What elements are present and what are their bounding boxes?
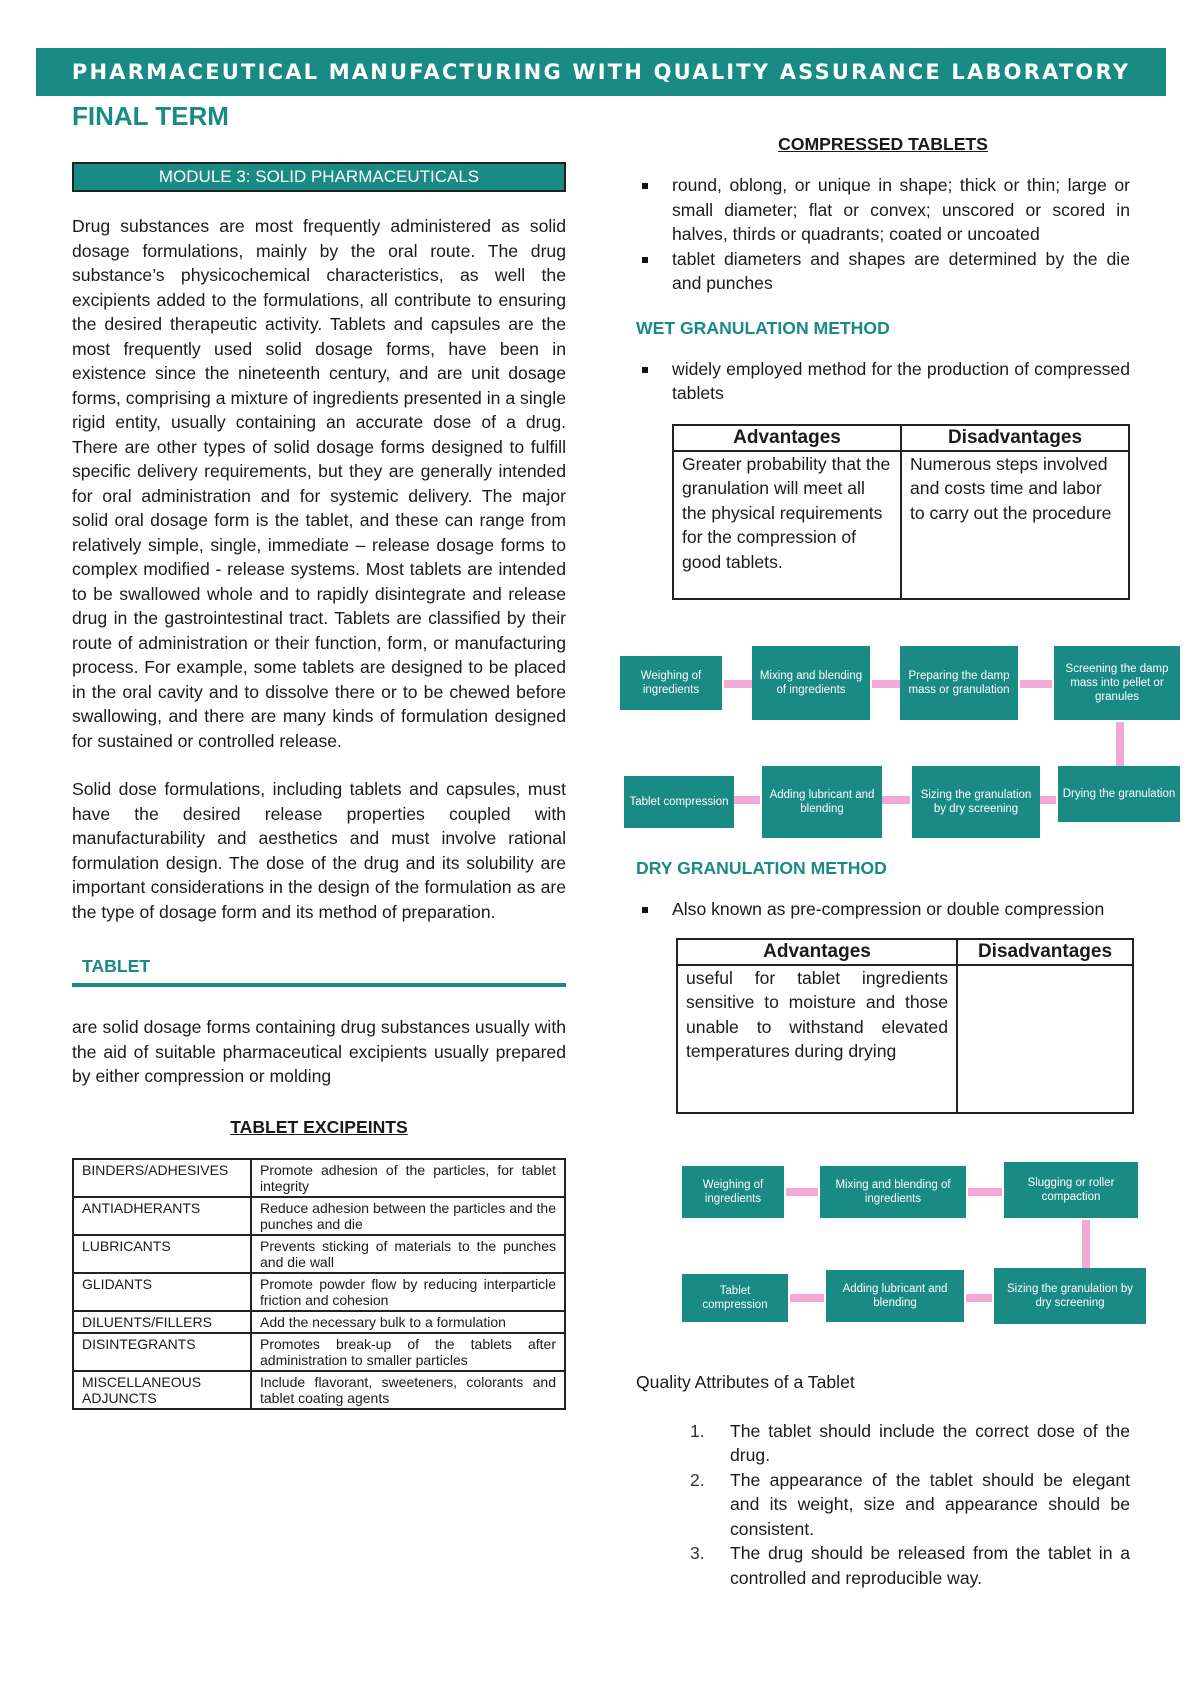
list-number: 3. — [690, 1543, 705, 1563]
table-row — [73, 1333, 565, 1371]
course-banner: PHARMACEUTICAL MANUFACTURING WITH QUALITY ASSURANCE LABORATORY — [36, 48, 1166, 96]
list-item — [636, 173, 1130, 247]
dry-granulation-section — [636, 858, 1130, 1114]
table-row — [73, 1371, 565, 1409]
excipient-role: Add the necessary bulk to a formulation — [251, 1311, 565, 1333]
flow-step: Weighing of ingredients — [682, 1166, 784, 1218]
arrow-right-icon — [1020, 680, 1052, 688]
excipient-name: DISINTEGRANTS — [73, 1333, 251, 1371]
flow-step: Adding lubricant and blending — [762, 766, 882, 838]
arrow-left-icon — [790, 1294, 824, 1302]
quality-attributes-list — [620, 1419, 1130, 1591]
list-text: The appearance of the tablet should be elegant and its weight, size and appearance should be consistent. — [730, 1469, 1130, 1539]
arrow-right-icon — [786, 1188, 818, 1196]
flow-step: Screening the damp mass into pellet or granules — [1054, 646, 1180, 720]
arrow-right-icon — [724, 680, 752, 688]
tablet-definition: are solid dosage forms containing drug substances usually with the aid of suitable pharmaceutical excipients usually prepared by either compression or molding — [72, 1017, 566, 1086]
list-item — [620, 1419, 1130, 1468]
excipient-role: Prevents sticking of materials to the punches and die wall — [251, 1235, 565, 1273]
list-item — [636, 247, 1130, 296]
list-text: The tablet should include the correct dose of the drug. — [730, 1420, 1130, 1465]
compressed-tablets-heading: COMPRESSED TABLETS — [778, 134, 988, 154]
excipient-role: Include flavorant, sweeteners, colorants and tablet coating agents — [251, 1371, 565, 1409]
flow-step: Drying the granulation — [1058, 766, 1180, 822]
arrow-down-icon — [1082, 1220, 1090, 1268]
excipient-name: DILUENTS/FILLERS — [73, 1311, 251, 1333]
quality-attributes-section — [636, 1370, 1130, 1590]
wet-granulation-heading: WET GRANULATION METHOD — [636, 317, 890, 338]
excipient-role: Promote adhesion of the particles, for tablet integrity — [251, 1159, 565, 1197]
bullet-icon — [642, 367, 648, 373]
advantages-cell: useful for tablet ingredients sensitive to moisture and those unable to withstand elevated temperatures during drying — [677, 965, 957, 1113]
table-row — [73, 1273, 565, 1311]
disadvantages-cell: Numerous steps involved and costs time and labor to carry out the procedure — [901, 451, 1129, 599]
dry-bullets — [636, 897, 1130, 922]
term-title: FINAL TERM — [72, 101, 229, 131]
excipient-name: MISCELLANEOUS ADJUNCTS — [73, 1371, 251, 1409]
excipients-table — [72, 1158, 566, 1410]
advantages-cell: Greater probability that the granulation will meet all the physical requirements for the compression of good tablets. — [673, 451, 901, 599]
flow-step: Mixing and blending of ingredients — [752, 646, 870, 720]
compressed-bullets — [636, 173, 1130, 296]
tablet-heading: TABLET — [82, 956, 151, 976]
flow-step: Mixing and blending of ingredients — [820, 1166, 966, 1218]
arrow-right-icon — [872, 680, 900, 688]
table-row — [73, 1197, 565, 1235]
table-row — [73, 1235, 565, 1273]
bullet-text: round, oblong, or unique in shape; thick or thin; large or small diameter; flat or convex; unscored or scored in halves, thirds or quadrants; coated or uncoated — [672, 175, 1130, 244]
dry-granulation-table — [676, 938, 1134, 1114]
excipient-name: LUBRICANTS — [73, 1235, 251, 1273]
left-column — [72, 162, 566, 1410]
flow-step: Adding lubricant and blending — [826, 1270, 964, 1322]
formulation-paragraph: Solid dose formulations, including tablets and capsules, must have the desired release properties coupled with manufacturability and aesthetics and must involve rational formulation design. The dose of the drug and its solubility are important considerations in the design of the formulation as are the type of dosage form and its method of preparation. — [72, 779, 566, 922]
quality-attributes-heading: Quality Attributes of a Tablet — [636, 1372, 855, 1392]
bullet-icon — [642, 257, 648, 263]
table-row — [73, 1159, 565, 1197]
flow-step: Tablet compression — [624, 776, 734, 828]
flow-step: Preparing the damp mass or granulation — [900, 646, 1018, 720]
excipient-role: Promotes break-up of the tablets after administration to smaller particles — [251, 1333, 565, 1371]
tablet-heading-rule — [72, 983, 566, 987]
excipient-role: Reduce adhesion between the particles and the punches and die — [251, 1197, 565, 1235]
module-title: MODULE 3: SOLID PHARMACEUTICALS — [72, 162, 566, 192]
table-row — [73, 1311, 565, 1333]
list-item — [620, 1541, 1130, 1590]
arrow-left-icon — [966, 1294, 992, 1302]
disadvantages-cell — [957, 965, 1133, 1113]
flow-step: Weighing of ingredients — [620, 656, 722, 710]
wet-bullets — [636, 357, 1130, 406]
flow-step: Sizing the granulation by dry screening — [994, 1268, 1146, 1324]
excipient-role: Promote powder flow by reducing interparticle friction and cohesion — [251, 1273, 565, 1311]
list-item — [636, 897, 1130, 922]
excipient-name: ANTIADHERANTS — [73, 1197, 251, 1235]
advantages-header: Advantages — [673, 425, 901, 451]
dry-granulation-heading: DRY GRANULATION METHOD — [636, 858, 887, 878]
bullet-text: widely employed method for the production of compressed tablets — [672, 358, 1130, 403]
bullet-icon — [642, 183, 648, 189]
excipient-name: GLIDANTS — [73, 1273, 251, 1311]
list-item — [620, 1468, 1130, 1542]
bullet-text: Also known as pre-compression or double compression — [672, 899, 1105, 919]
bullet-icon — [642, 907, 648, 913]
wet-granulation-table — [672, 424, 1130, 600]
list-number: 1. — [690, 1420, 705, 1441]
list-text: The drug should be released from the tablet in a controlled and reproducible way. — [730, 1543, 1130, 1588]
excipients-heading: TABLET EXCIPEINTS — [230, 1116, 408, 1137]
list-item — [636, 357, 1130, 406]
list-number: 2. — [690, 1469, 705, 1490]
intro-paragraph: Drug substances are most frequently administered as solid dosage formulations, mainly by the oral route. The drug substance’s physicochemical characteristics, as well the excipients added to the formulations, all contribute to ensuring the desired therapeutic activity. Tablets and capsules are the most frequently used solid dosage forms, have been in existence since the nineteenth century, and are unit dosage forms, comprising a mixture of ingredients presented in a single rigid entity, usually containing an accurate dose of a drug. There are other types of solid dosage forms designed to fulfill specific delivery requirements, but they are generally intended for oral administration and for systemic delivery. The major solid oral dosage form is the tablet, and these can range from relatively simple, single, immediate – release dosage forms to complex modified - release systems. Most tablets are intended to be swallowed whole and to rapidly disintegrate and release drug in the gastrointestinal tract. Tablets are classified by their route of administration or their function, form, or manufacturing process. For example, some tablets are designed to be placed in the oral cavity and to dissolve there or to be chewed before swallowing, and there are many kinds of formulation designed for sustained or controlled release. — [72, 216, 566, 751]
disadvantages-header: Disadvantages — [901, 425, 1129, 451]
flow-step: Tablet compression — [682, 1274, 788, 1322]
disadvantages-header: Disadvantages — [957, 939, 1133, 965]
flow-step: Slugging or roller compaction — [1004, 1162, 1138, 1218]
advantages-header: Advantages — [677, 939, 957, 965]
excipient-name: BINDERS/ADHESIVES — [73, 1159, 251, 1197]
bullet-text: tablet diameters and shapes are determined by the die and punches — [672, 248, 1130, 293]
arrow-right-icon — [968, 1188, 1002, 1196]
flow-step: Sizing the granulation by dry screening — [912, 766, 1040, 838]
right-column — [636, 134, 1130, 600]
arrow-down-icon — [1116, 722, 1124, 766]
